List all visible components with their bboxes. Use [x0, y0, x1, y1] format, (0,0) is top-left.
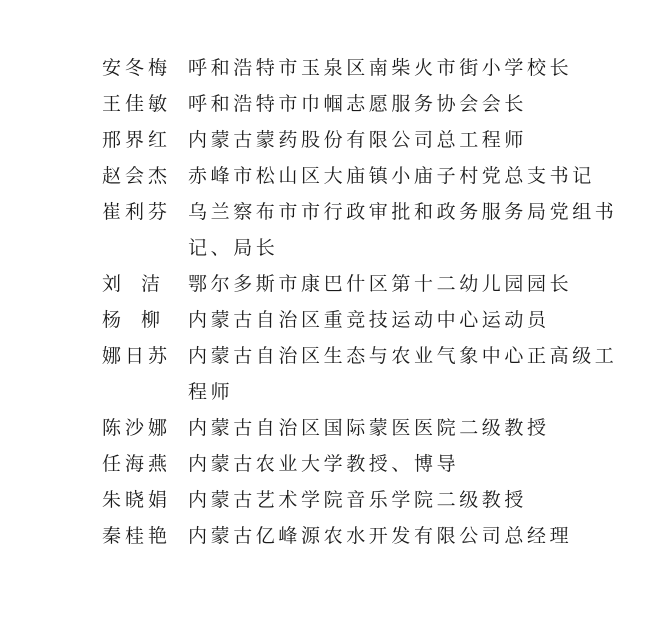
person-name	[102, 266, 160, 302]
list-item	[102, 482, 622, 518]
list-item	[102, 302, 622, 338]
list-item	[102, 410, 622, 446]
person-title: 乌兰察布市市行政审批和政务服务局党组书记、局长	[188, 201, 618, 259]
name-char: 刘	[102, 273, 122, 295]
person-name: 朱晓娟	[102, 489, 172, 511]
person-title: 内蒙古蒙药股份有限公司总工程师	[188, 129, 528, 151]
list-item	[102, 50, 622, 86]
person-title: 内蒙古亿峰源农水开发有限公司总经理	[188, 525, 573, 547]
person-title: 内蒙古自治区生态与农业气象中心正高级工程师	[188, 345, 618, 403]
person-title: 呼和浩特市巾帼志愿服务协会会长	[188, 93, 528, 115]
person-name: 陈沙娜	[102, 417, 172, 439]
list-item	[102, 338, 622, 410]
list-item	[102, 194, 622, 266]
name-char: 柳	[140, 309, 160, 331]
person-title: 呼和浩特市玉泉区南柴火市街小学校长	[188, 57, 573, 79]
person-title: 鄂尔多斯市康巴什区第十二幼儿园园长	[188, 273, 573, 295]
list-item	[102, 86, 622, 122]
honoree-list	[102, 50, 622, 554]
person-name: 邢界红	[102, 129, 172, 151]
name-char: 洁	[140, 273, 160, 295]
person-name: 赵会杰	[102, 165, 172, 187]
person-name: 王佳敏	[102, 93, 172, 115]
person-title: 内蒙古自治区重竞技运动中心运动员	[188, 309, 550, 331]
name-char: 杨	[102, 309, 122, 331]
person-name	[102, 302, 160, 338]
list-item	[102, 158, 622, 194]
person-title: 赤峰市松山区大庙镇小庙子村党总支书记	[188, 165, 595, 187]
person-name: 安冬梅	[102, 57, 172, 79]
list-item	[102, 266, 622, 302]
person-name: 秦桂艳	[102, 525, 172, 547]
person-name: 崔利芬	[102, 201, 172, 223]
list-item	[102, 518, 622, 554]
person-title: 内蒙古农业大学教授、博导	[188, 453, 460, 475]
list-item	[102, 122, 622, 158]
person-title: 内蒙古艺术学院音乐学院二级教授	[188, 489, 528, 511]
person-name: 任海燕	[102, 453, 172, 475]
list-item	[102, 446, 622, 482]
person-name: 娜日苏	[102, 345, 172, 367]
person-title: 内蒙古自治区国际蒙医医院二级教授	[188, 417, 550, 439]
